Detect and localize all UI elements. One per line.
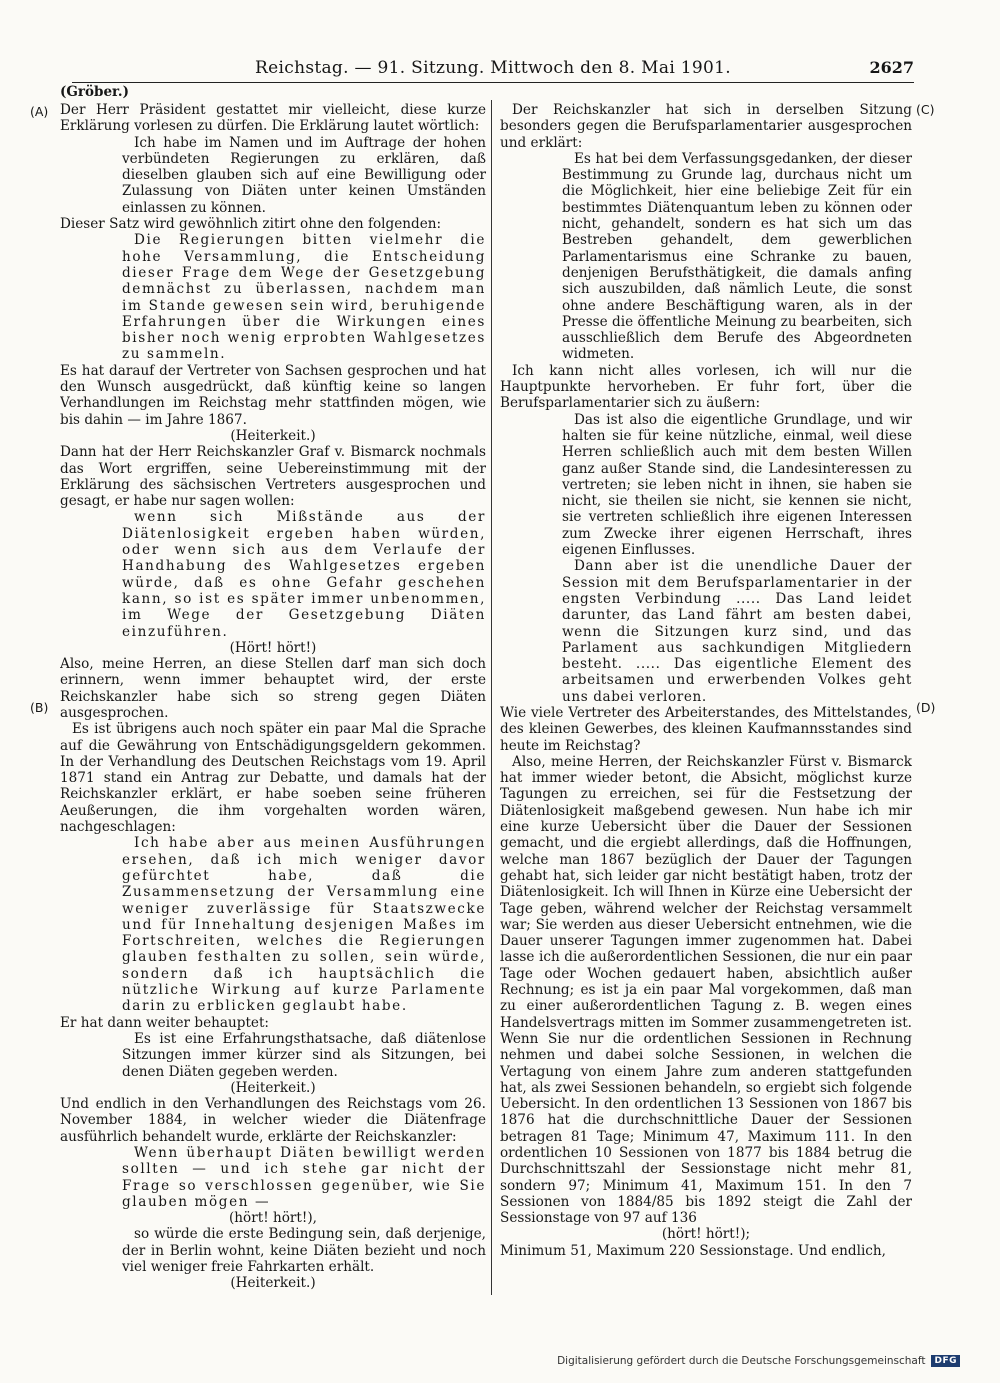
dfg-logo-icon: DFG bbox=[931, 1355, 960, 1367]
page-number: 2627 bbox=[869, 58, 914, 77]
quotation: wenn sich Mißstände aus der Diätenlosigkeit ergeben haben würden, oder wenn sich aus dem Verlaufe der Handhabung des Wahlgesetzes ergeben würde, daß es ohne Gefahr geschehen kann, so ist es später immer unbenommen, im Wege der Gesetzgebung Diäten einzuführen. bbox=[122, 509, 486, 640]
interjection: (Heiterkeit.) bbox=[230, 1079, 316, 1096]
interjection: (hört! hört!), bbox=[229, 1210, 317, 1227]
interjection: (hört! hört!); bbox=[661, 1226, 751, 1243]
paragraph: Dieser Satz wird gewöhnlich zitirt ohne den folgenden: bbox=[60, 216, 442, 233]
left-column bbox=[60, 102, 486, 1292]
quotation: Es ist eine Erfahrungsthatsache, daß diätenlose Sitzungen immer kürzer sind als Sitzungen, bei denen Diäten gegeben werden. bbox=[122, 1030, 486, 1080]
quotation: Es hat bei dem Verfassungsgedanken, der dieser Bestimmung zu Grunde lag, durchaus nicht um die Möglichkeit, hier eine beliebige Zeit für ein bestimmtes Diätenquantum leben zu können oder nicht, gehandelt, sondern es hat sich um das Bestreben gehandelt, dem gewerblichen Parlamentarismus eine Schranke zu bauen, denjenigen Berufsthätigkeit, die damals anfing sich auszubilden, daß nämlich Leute, die sonst ohne andere Beschäftigung waren, als in der Presse die öffentliche Meinung zu bearbeiten, sich ausschließlich dem Berufe des Abgeordneten widmeten. bbox=[562, 150, 912, 363]
paragraph: Der Reichskanzler hat sich in derselben Sitzung besonders gegen die Berufsparlamentarier ausgesprochen und erklärt: bbox=[500, 102, 912, 151]
paragraph: Es hat darauf der Vertreter von Sachsen gesprochen und hat den Wunsch ausgedrückt, daß künftig keine so langen Verhandlungen im Reichstag mehr stattfinden mögen, wie bis dahin — im Jahre 1867. bbox=[60, 362, 486, 428]
paragraph: Minimum 51, Maximum 220 Sessionstage. Und endlich, bbox=[500, 1242, 886, 1259]
column-divider bbox=[491, 100, 492, 1295]
paragraph: Ich kann nicht alles vorlesen, ich will nur die Hauptpunkte hervorheben. Er fuhr fort, über die Berufsparlamentarier sich zu äußern: bbox=[500, 362, 912, 412]
digitization-credit bbox=[557, 1355, 960, 1367]
quotation: Dann aber ist die unendliche Dauer der Session mit dem Berufsparlamentarier in der engsten Verbindung ..... Das Land leidet darunter, das Land fährt am besten dabei, wenn die Sitzungen kurz sind, und das Parlament aus sachkundigen Mitgliedern besteht. ..... Das eigentliche Element des arbeitsamen und erwerbenden Volkes geht uns dabei verloren. bbox=[562, 558, 912, 705]
quotation: Die Regierungen bitten vielmehr die hohe Versammlung, die Entscheidung dieser Frage dem Wege der Gesetzgebung demnächst zu überlassen, nachdem man im Stande gewesen sein wird, beruhigende Erfahrungen über die Wirkungen eines bisher noch wenig erprobten Wahlgesetzes zu sammeln. bbox=[122, 232, 486, 363]
margin-marker-a: (A) bbox=[30, 104, 49, 119]
paragraph: Also, meine Herren, an diese Stellen darf man sich doch erinnern, wenn immer behauptet wird, der erste Reichskanzler habe sich so streng gegen Diäten ausgesprochen. bbox=[60, 656, 486, 721]
running-title: Reichstag. — 91. Sitzung. Mittwoch den 8. Mai 1901. bbox=[255, 58, 731, 78]
paragraph: Er hat dann weiter behauptet: bbox=[60, 1014, 269, 1031]
interjection: (Heiterkeit.) bbox=[230, 427, 316, 444]
right-column bbox=[500, 102, 912, 1292]
quotation: so würde die erste Bedingung sein, daß derjenige, der in Berlin wohnt, keine Diäten bezieht und noch viel weniger freie Fahrkarten erhält. bbox=[122, 1226, 486, 1276]
quotation: Ich habe im Namen und im Auftrage der hohen verbündeten Regierungen zu erklären, daß dieselben glauben sich auf eine Bewilligung oder Zulassung von Diäten unter keinen Umständen einlassen zu können. bbox=[122, 134, 486, 216]
page-header bbox=[72, 56, 914, 83]
margin-marker-c: (C) bbox=[916, 102, 935, 117]
margin-marker-b: (B) bbox=[30, 700, 49, 715]
margin-marker-d: (D) bbox=[916, 700, 936, 715]
quotation: Das ist also die eigentliche Grundlage, und wir halten sie für keine nützliche, einmal, weil diese Herren schließlich auch mit dem besten Willen ganz außer Stande sind, die Landesinteressen zu vertreten; sie leben nicht in ihnen, sie haben sie nicht, sie theilen sie nicht, sie kennen sie nicht, sie vertreten schließlich ihre eigenen Interessen zum Zwecke ihrer eigenen Herrschaft, ihres eigenen Einflusses. bbox=[562, 411, 912, 559]
interjection: (Hört! hört!) bbox=[229, 639, 317, 656]
interjection: (Heiterkeit.) bbox=[230, 1275, 316, 1292]
paragraph: Es ist übrigens auch noch später ein paar Mal die Sprache auf die Gewährung von Entschädigungsgeldern gekommen. In der Verhandlung des Deutschen Reichstags vom 19. April 1871 stand ein Antrag zur Debatte, und damals hat der Reichskanzler erklärt, er habe soeben seine früheren Aeußerungen, die ihm vorgehalten worden wären, nachgeschlagen: bbox=[60, 721, 486, 836]
paragraph: Und endlich in den Verhandlungen des Reichstags vom 26. November 1884, in welcher wieder die Diätenfrage ausführlich behandelt wurde, erklärte der Reichskanzler: bbox=[60, 1096, 486, 1145]
speaker-name: (Gröber.) bbox=[60, 84, 130, 100]
quotation: Ich habe aber aus meinen Ausführungen ersehen, daß ich mich weniger davor gefürchtet habe, daß die Zusammensetzung der Versammlung eine weniger zuverlässige für Staatszwecke und für Innehaltung desjenigen Maßes im Fortschreiten, welches die Regierungen glauben festhalten zu sollen, sein würde, sondern daß ich hauptsächlich die nützliche Wirkung auf kurze Parlamente darin zu erblicken geglaubt habe. bbox=[122, 835, 486, 1015]
credit-text: Digitalisierung gefördert durch die Deutsche Forschungsgemeinschaft bbox=[557, 1355, 926, 1367]
paragraph: Wie viele Vertreter des Arbeiterstandes, des Mittelstandes, des kleinen Gewerbes, des kleinen Kaufmannsstandes sind heute im Reichstag? bbox=[500, 704, 912, 754]
quotation: Wenn überhaupt Diäten bewilligt werden sollten — und ich stehe gar nicht der Frage so verschlossen gegenüber, wie Sie glauben mögen — bbox=[122, 1145, 486, 1210]
paragraph: Dann hat der Herr Reichskanzler Graf v. Bismarck nochmals das Wort ergriffen, seine Uebereinstimmung mit der Erklärung des sächsischen Vertreters ausgesprochen und gesagt, er habe nur sagen wollen: bbox=[60, 444, 486, 510]
paragraph: Also, meine Herren, der Reichskanzler Fürst v. Bismarck hat immer wieder betont, die Absicht, möglichst kurze Tagungen zu erreichen, sei für die Festsetzung der Diätenlosigkeit maßgebend gewesen. Nun habe ich mir eine kurze Uebersicht über die Dauer der Sessionen gemacht, und die ergiebt allerdings, daß die Hoffnungen, welche man 1867 bezüglich der Dauer der Tagungen gehabt hat, sich leider gar nicht bestätigt haben, trotz der Diätenlosigkeit. Ich will Ihnen in Kürze eine Uebersicht der Tage geben, während welcher der Reichstag versammelt war; Sie werden aus dieser Uebersicht entnehmen, wie die Dauer unserer Tagungen immer zugenommen hat. Dabei lasse ich die außerordentlichen Sessionen, die nur ein paar Tage oder Wochen gedauert haben, absichtlich außer Rechnung; es ist ja ein paar Mal vorgekommen, daß man zu einer außerordentlichen Tagung z. B. wegen eines Handelsvertrags mitten im Sommer zusammengetreten ist. Wenn Sie nur die ordentlichen Sessionen in Rechnung nehmen und dabei solche Sessionen, in welchen die Vertagung von einem Jahre zum anderen stattgefunden hat, als zwei Sessionen behandeln, so ergiebt sich folgende Uebersicht. In den ordentlichen 13 Sessionen von 1867 bis 1876 hat die durchschnittliche Dauer der Sessionen betragen 81 Tage; Minimum 47, Maximum 111. In den ordentlichen 10 Sessionen von 1877 bis 1884 betrug die Durchschnittszahl der Sessionstage nicht mehr 81, sondern 97; Minimum 41, Maximum 151. In den 7 Sessionen von 1884/85 bis 1892 steigt die Zahl der Sessionstage von 97 auf 136 bbox=[500, 753, 912, 1227]
paragraph: Der Herr Präsident gestattet mir vielleicht, diese kurze Erklärung vorlesen zu dürfen. Die Erklärung lautet wörtlich: bbox=[60, 102, 486, 135]
